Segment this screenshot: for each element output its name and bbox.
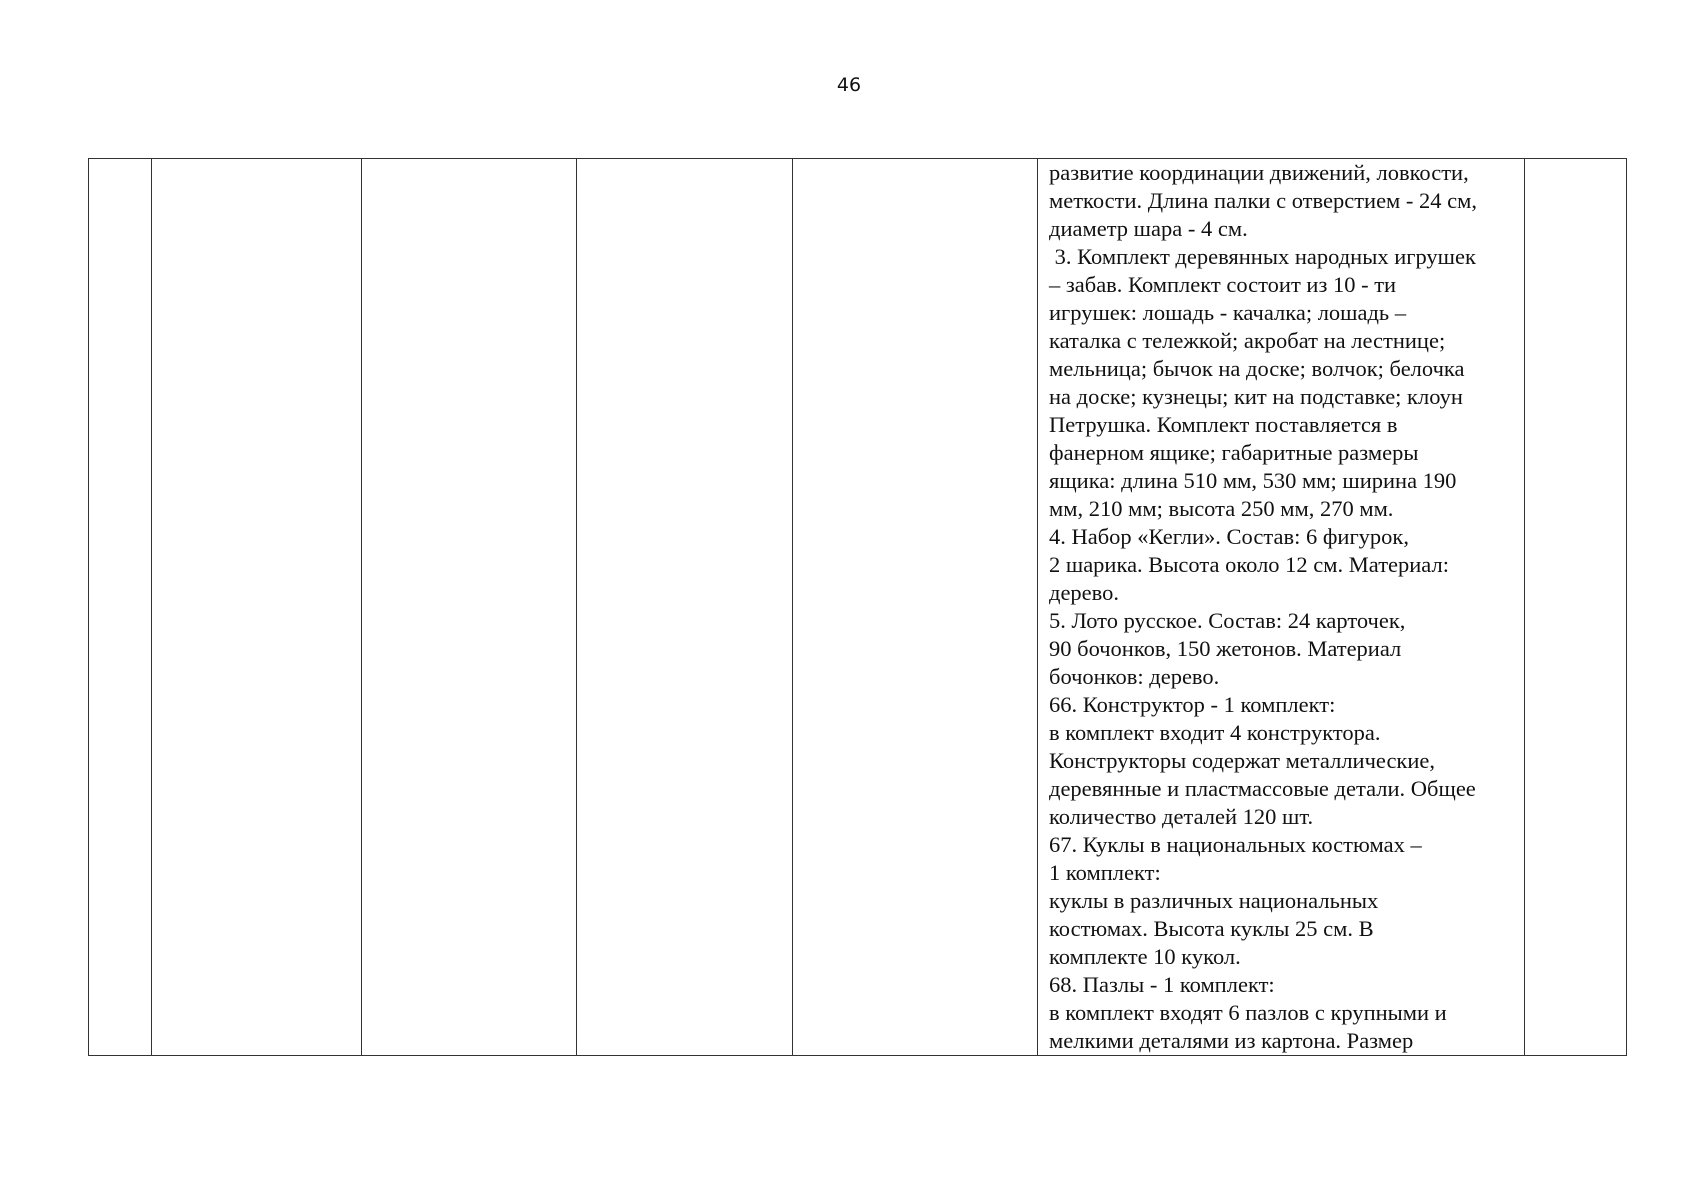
description-line: костюмах. Высота куклы 25 см. В xyxy=(1049,916,1374,941)
description-line: мелкими деталями из картона. Размер xyxy=(1049,1028,1414,1053)
description-line: Конструкторы содержат металлические, xyxy=(1049,748,1436,773)
description-line: в комплект входят 6 пазлов с крупными и xyxy=(1049,1000,1447,1025)
description-line: куклы в различных национальных xyxy=(1049,888,1379,913)
description-line: диаметр шара - 4 см. xyxy=(1049,216,1248,241)
description-line: комплекте 10 кукол. xyxy=(1049,944,1241,969)
table-cell-number xyxy=(89,159,152,1056)
description-line: Петрушка. Комплект поставляется в xyxy=(1049,412,1398,437)
description-line: меткости. Длина палки с отверстием - 24 см, xyxy=(1049,188,1478,213)
table-cell-description xyxy=(1038,159,1525,1056)
table-cell-note xyxy=(1525,159,1627,1056)
table-cell-column-3 xyxy=(362,159,577,1056)
description-line: развитие координации движений, ловкости, xyxy=(1049,160,1469,185)
description-line: на доске; кузнецы; кит на подставке; клоун xyxy=(1049,384,1463,409)
description-line: 67. Куклы в национальных костюмах – xyxy=(1049,832,1422,857)
description-line: 68. Пазлы - 1 комплект: xyxy=(1049,972,1275,997)
page-number: 46 xyxy=(836,74,862,96)
description-line: фанерном ящике; габаритные размеры xyxy=(1049,440,1419,465)
description-line: мм, 210 мм; высота 250 мм, 270 мм. xyxy=(1049,496,1394,521)
description-line: 66. Конструктор - 1 комплект: xyxy=(1049,692,1336,717)
description-line: дерево. xyxy=(1049,580,1120,605)
description-line: ящика: длина 510 мм, 530 мм; ширина 190 xyxy=(1049,468,1457,493)
description-line: мельница; бычок на доске; волчок; белочка xyxy=(1049,356,1465,381)
description-line: 4. Набор «Кегли». Состав: 6 фигурок, xyxy=(1049,524,1409,549)
description-line: бочонков: дерево. xyxy=(1049,664,1220,689)
description-text xyxy=(1049,159,1516,1055)
description-line: 90 бочонков, 150 жетонов. Материал xyxy=(1049,636,1402,661)
table-cell-name xyxy=(152,159,362,1056)
description-line: количество деталей 120 шт. xyxy=(1049,804,1314,829)
description-line: 5. Лото русское. Состав: 24 карточек, xyxy=(1049,608,1406,633)
table-cell-column-5 xyxy=(793,159,1038,1056)
description-line: игрушек: лошадь - качалка; лошадь – xyxy=(1049,300,1407,325)
description-line: 1 комплект: xyxy=(1049,860,1161,885)
description-line: в комплект входит 4 конструктора. xyxy=(1049,720,1381,745)
description-line: 3. Комплект деревянных народных игрушек xyxy=(1049,244,1476,269)
description-line: деревянные и пластмассовые детали. Общее xyxy=(1049,776,1476,801)
description-line: 2 шарика. Высота около 12 см. Материал: xyxy=(1049,552,1449,577)
description-line: каталка с тележкой; акробат на лестнице; xyxy=(1049,328,1446,353)
table-row xyxy=(89,159,1627,1056)
specification-table xyxy=(88,158,1627,1056)
table-cell-column-4 xyxy=(577,159,793,1056)
description-line: – забав. Комплект состоит из 10 - ти xyxy=(1049,272,1397,297)
